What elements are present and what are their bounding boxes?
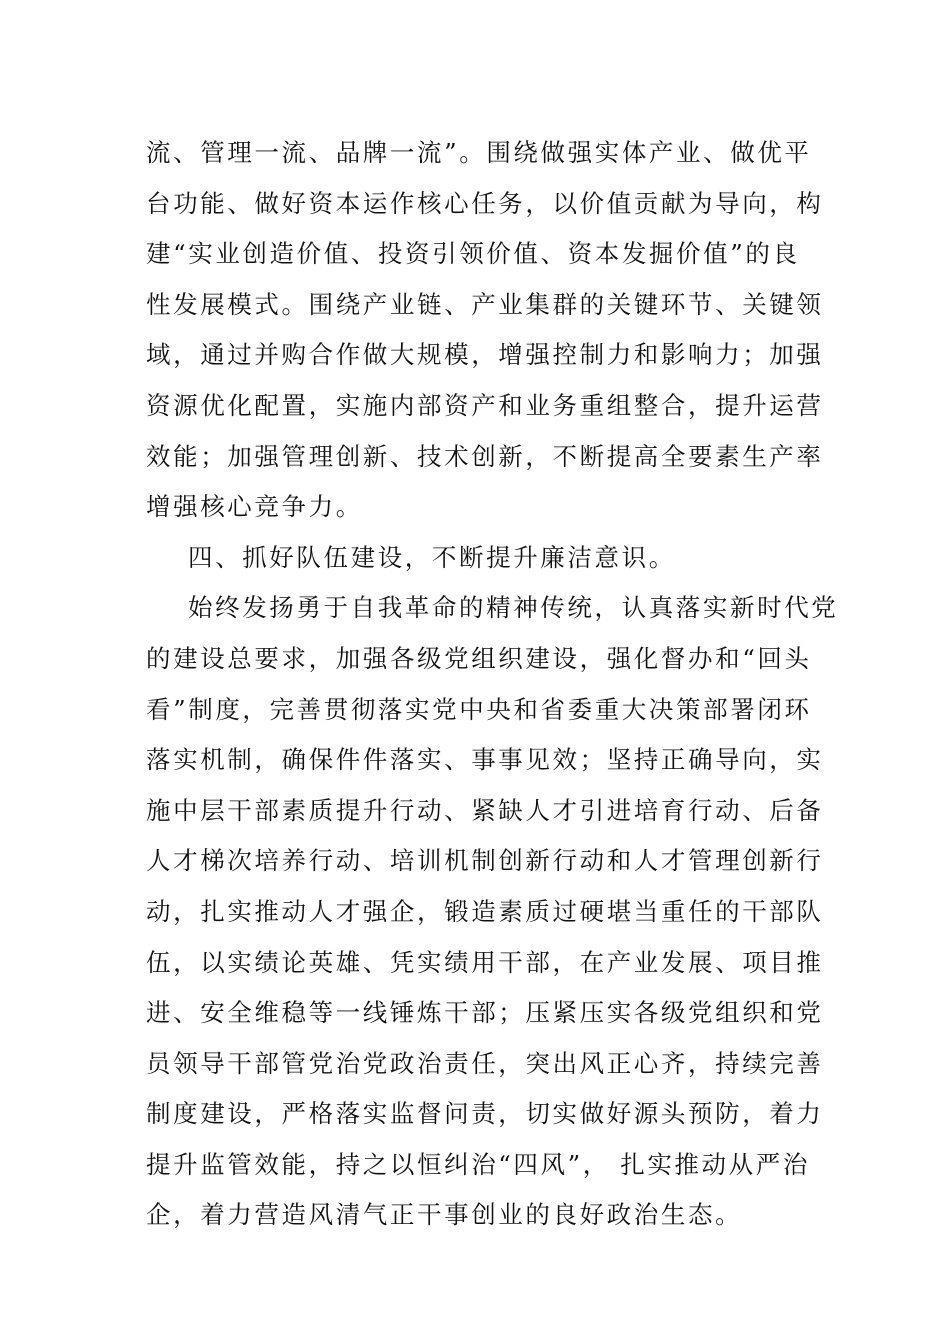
text-line: 动，扎实推动人才强企，锻造素质过硬堪当重任的干部队 xyxy=(146,896,824,926)
text-line: 资源优化配置，实施内部资产和业务重组整合，提升运营 xyxy=(146,390,824,420)
text-line: 员领导干部管党治党政治责任，突出风正心齐，持续完善 xyxy=(146,1048,824,1078)
paragraph-team-building xyxy=(146,583,839,1241)
text-line: 性发展模式。围绕产业链、产业集群的关键环节、关键领 xyxy=(146,289,824,319)
text-line: 效能；加强管理创新、技术创新，不断提高全要素生产率 xyxy=(146,441,824,471)
text-line: 制度建设，严格落实监督问责，切实做好源头预防，着力 xyxy=(146,1099,824,1129)
section-heading-text: 四、抓好队伍建设，不断提升廉洁意识。 xyxy=(188,542,676,572)
text-line: 进、安全维稳等一线锤炼干部；压紧压实各级党组织和党 xyxy=(146,998,824,1028)
text-line: 施中层干部素质提升行动、紧缺人才引进培育行动、后备 xyxy=(146,795,824,825)
text-line: 增强核心竞争力。 xyxy=(146,492,363,522)
text-line: 的建设总要求，加强各级党组织建设，强化督办和“回头 xyxy=(146,643,812,673)
text-line: 流、管理一流、品牌一流”。围绕做强实体产业、做优平 xyxy=(146,138,812,167)
paragraph-continuation xyxy=(146,128,824,533)
text-line: 人才梯次培养行动、培训机制创新行动和人才管理创新行 xyxy=(146,846,824,876)
text-line: 提升监管效能，持之以恒纠治“四风”， 扎实推动从严治 xyxy=(146,1149,810,1179)
text-line: 看”制度，完善贯彻落实党中央和省委重大决策部署闭环 xyxy=(146,694,812,724)
section-heading xyxy=(146,533,810,584)
text-line: 建“实业创造价值、投资引领价值、资本发掘价值”的良 xyxy=(146,239,800,269)
text-line: 始终发扬勇于自我革命的精神传统，认真落实新时代党 xyxy=(188,593,839,623)
text-line: 伍，以实绩论英雄、凭实绩用干部，在产业发展、项目推 xyxy=(146,947,824,977)
text-line: 落实机制，确保件件落实、事事见效；坚持正确导向，实 xyxy=(146,745,824,775)
document-body xyxy=(146,128,839,1241)
text-line: 台功能、做好资本运作核心任务，以价值贡献为导向，构 xyxy=(146,188,824,218)
text-line: 企，着力营造风清气正干事创业的良好政治生态。 xyxy=(146,1200,743,1230)
text-line: 域，通过并购合作做大规模，增强控制力和影响力；加强 xyxy=(146,340,824,370)
